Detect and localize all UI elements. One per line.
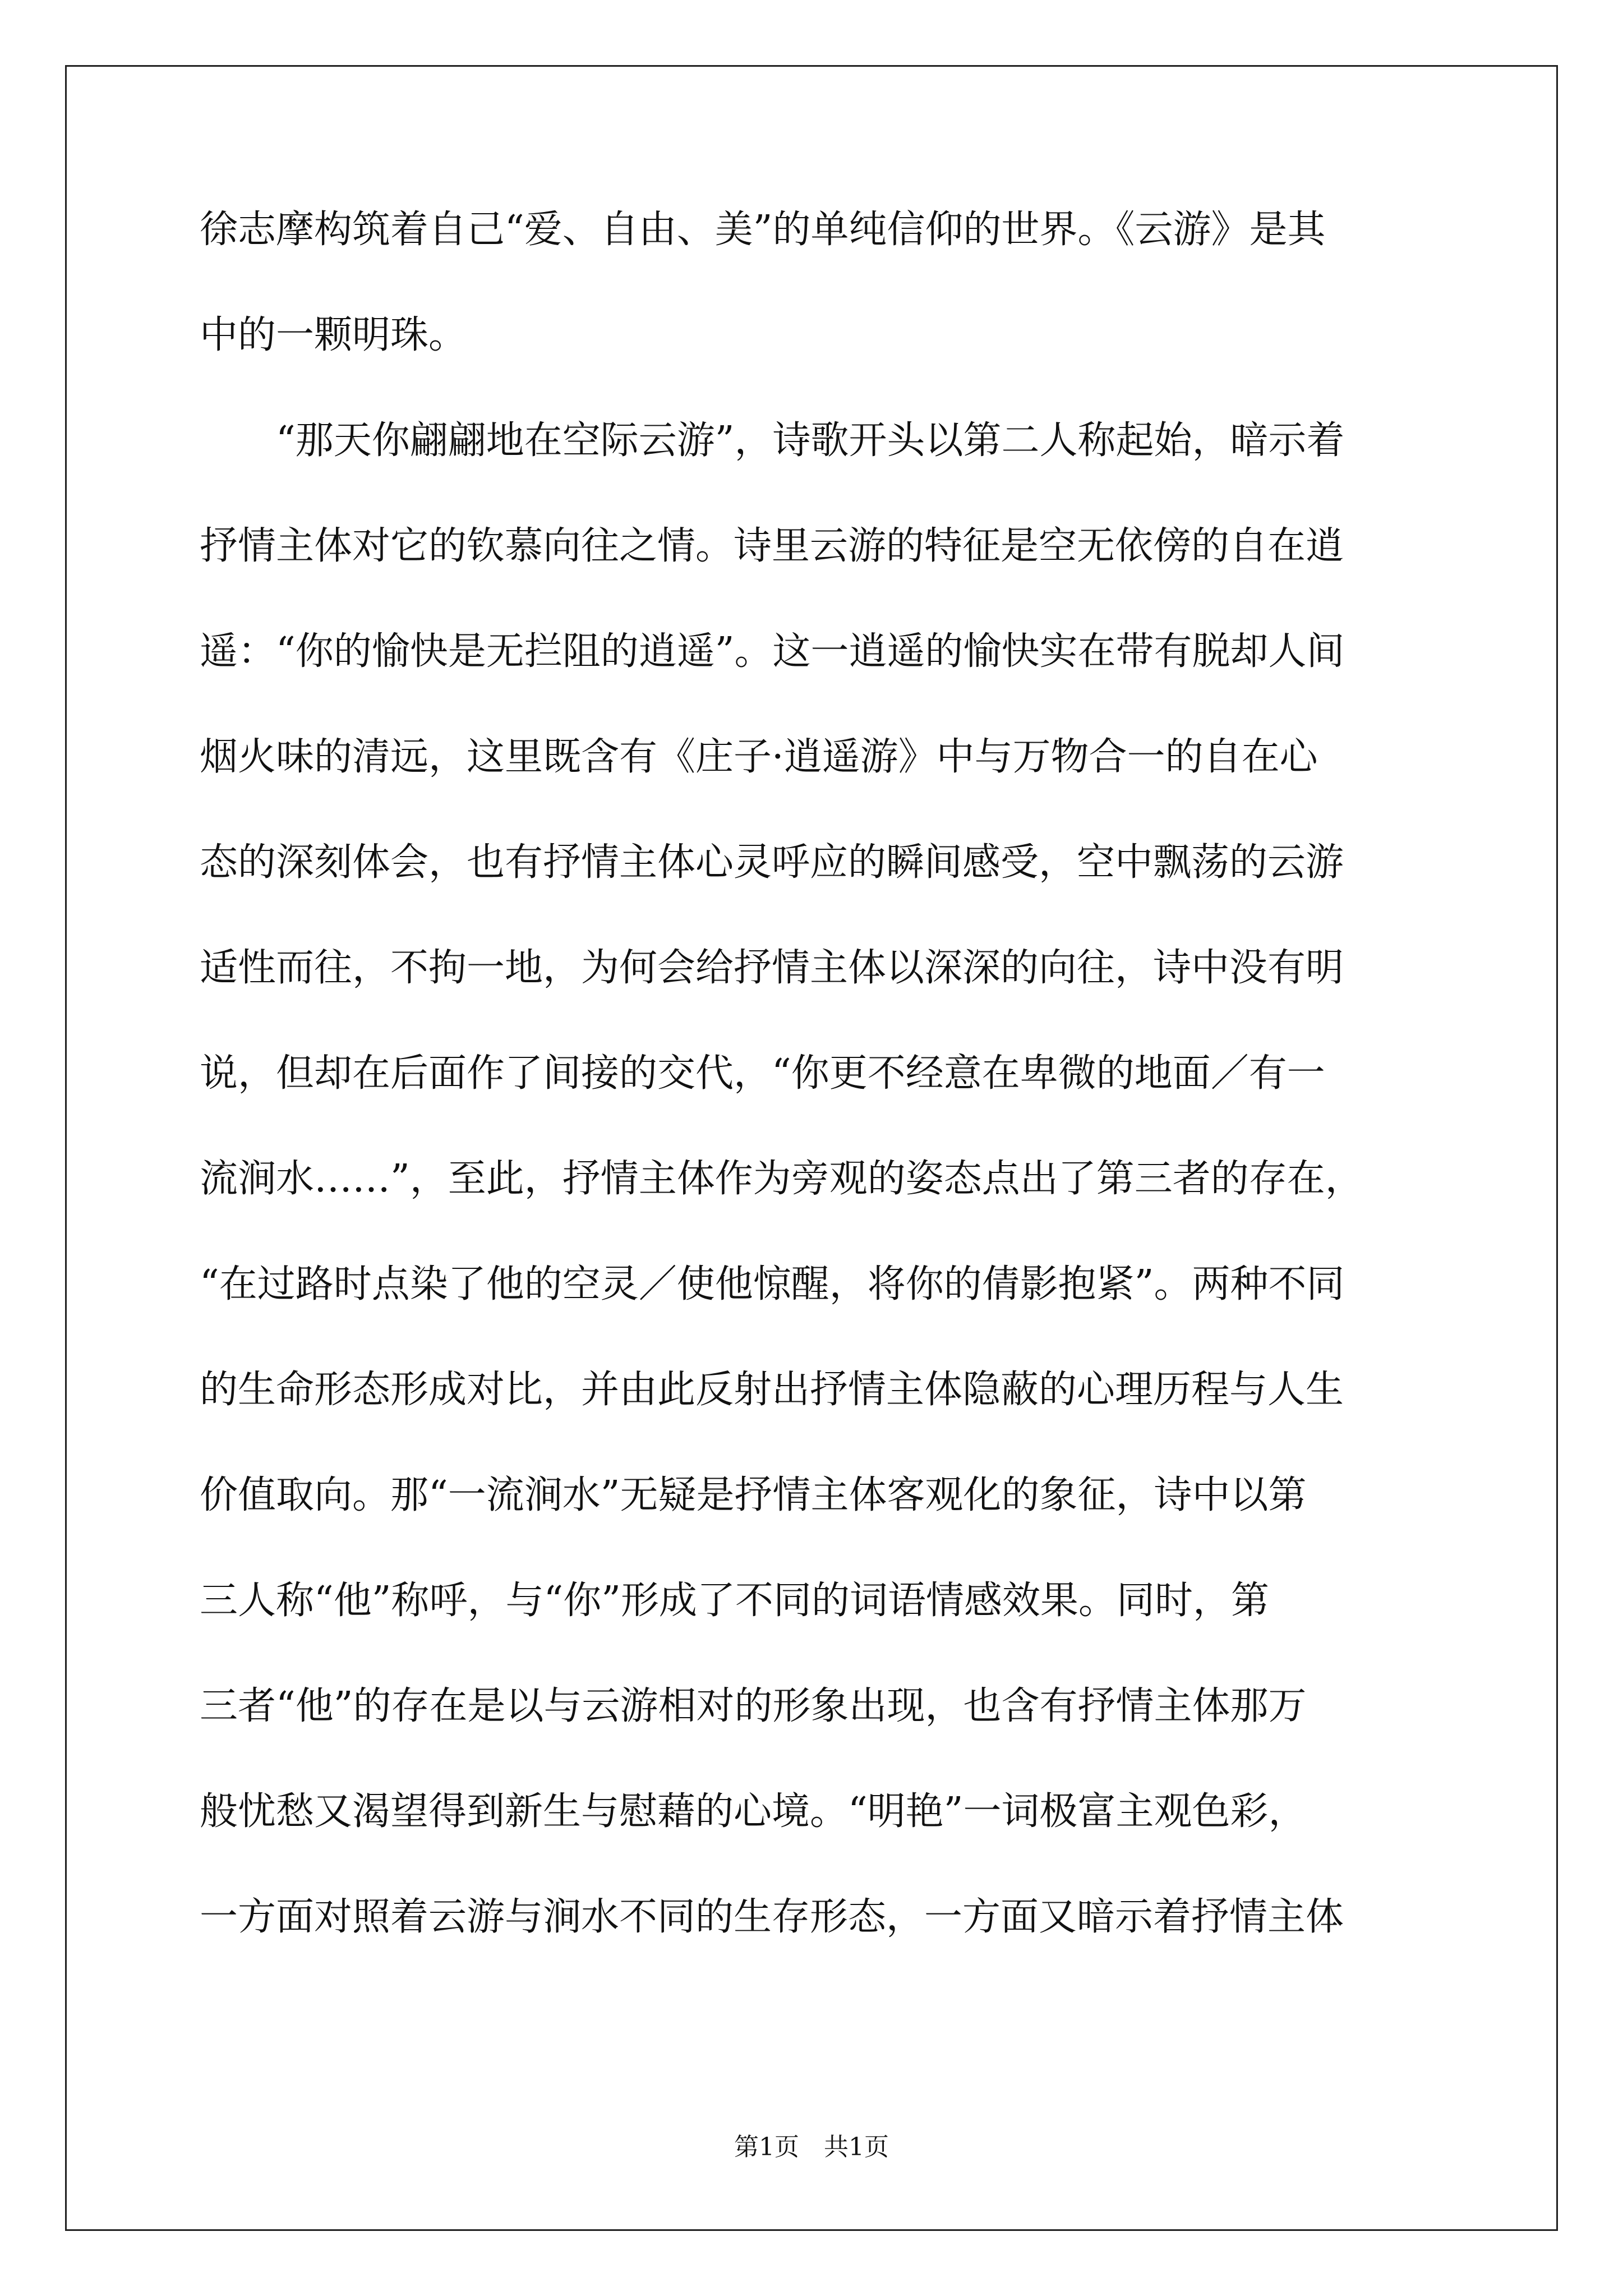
text-line: “那天你翩翩地在空际云游”，诗歌开头以第二人称起始，暗示着 [200, 418, 1345, 463]
text-line: 遥：“你的愉快是无拦阻的逍遥”。这一逍遥的愉快实在带有脱却人间 [200, 629, 1345, 674]
text-line: 适性而往，不拘一地，为何会给抒情主体以深深的向往，诗中没有明 [200, 946, 1344, 990]
text-line: 抒情主体对它的钦慕向往之情。诗里云游的特征是空无依傍的自在逍 [200, 524, 1344, 568]
text-line: 价值取向。那“一流涧水”无疑是抒情主体客观化的象征，诗中以第 [200, 1473, 1307, 1517]
text-line: 说，但却在后面作了间接的交代，“你更不经意在卑微的地面／有一 [200, 1051, 1325, 1096]
text-line: 态的深刻体会，也有抒情主体心灵呼应的瞬间感受，空中飘荡的云游 [200, 840, 1344, 885]
text-line: 般忧愁又渴望得到新生与慰藉的心境。“明艳”一词极富主观色彩， [200, 1789, 1307, 1834]
text-line: 烟火味的清远，这里既含有《庄子·逍遥游》中与万物合一的自在心 [200, 735, 1318, 779]
text-line: 流涧水……”，至此，抒情主体作为旁观的姿态点出了第三者的存在， [200, 1157, 1363, 1201]
text-line: 中的一颗明珠。 [200, 313, 467, 357]
text-line: 徐志摩构筑着自己“爱、自由、美”的单纯信仰的世界。《云游》是其 [200, 208, 1326, 252]
text-line: 三人称“他”称呼，与“你”形成了不同的词语情感效果。同时，第 [200, 1579, 1270, 1623]
text-line: 三者“他”的存在是以与云游相对的形象出现，也含有抒情主体那万 [200, 1684, 1307, 1728]
text-line: 的生命形态形成对比，并由此反射出抒情主体隐蔽的心理历程与人生 [200, 1368, 1344, 1412]
text-line: “在过路时点染了他的空灵／使他惊醒，将你的倩影抱紧”。两种不同 [200, 1262, 1345, 1306]
page-footer: 第1页 共1页 [734, 2133, 889, 2161]
text-line: 一方面对照着云游与涧水不同的生存形态，一方面又暗示着抒情主体 [200, 1895, 1344, 1939]
